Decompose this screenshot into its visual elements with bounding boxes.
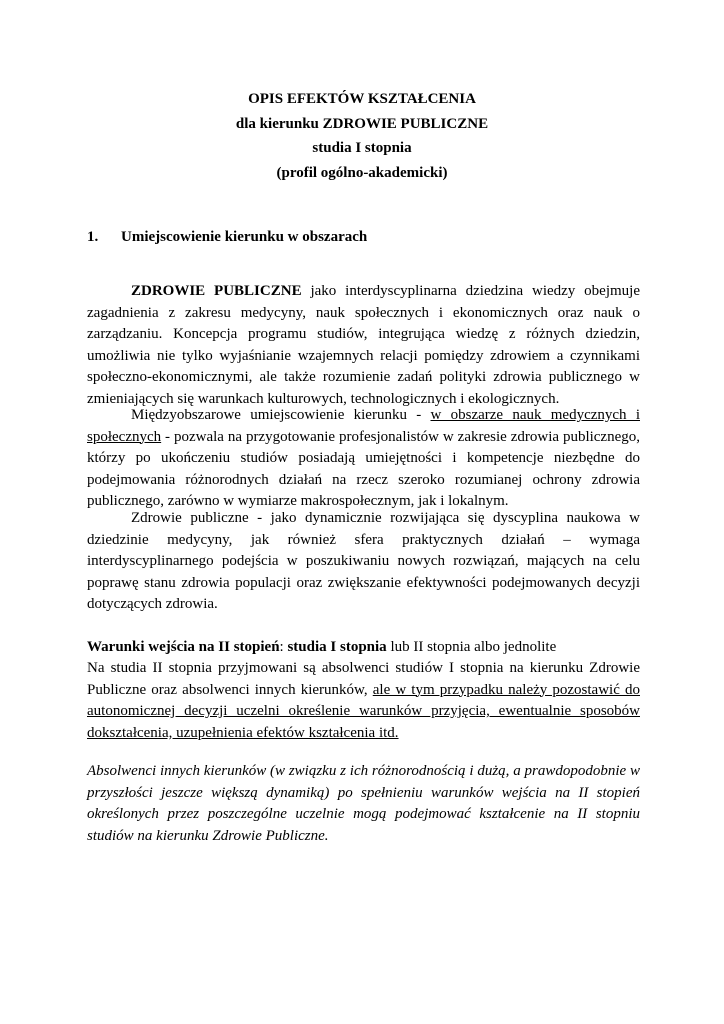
paragraph-3-text: Zdrowie publiczne - jako dynamicznie rozwijająca się dyscyplina naukowa w dziedzinie medycyny, jak również sfera praktycznych działań – wymaga interdyscyplinarnego podejścia w poszukiwaniu nowych rozwiązań, mających na celu poprawę stanu zdrowia populacji oraz zwiększanie efektywności podejmowanych decyzji dotyczących zdrowia. [87, 510, 640, 613]
paragraph-1 [87, 281, 640, 411]
entry-conditions-label: Warunki wejścia na II stopień [87, 639, 280, 655]
paragraph-3 [87, 508, 640, 616]
entry-conditions-line [87, 637, 640, 659]
title-line-3: studia I stopnia [312, 140, 412, 156]
section-number: 1. [87, 229, 99, 245]
entry-conditions-rest: lub II stopnia albo jednolite [386, 639, 557, 655]
paragraph-6-italic [87, 761, 640, 847]
document-title [0, 87, 724, 185]
paragraph-6-text: Absolwenci innych kierunków (w związku z ich różnorodnością i dużą, a prawdopodobnie w przyszłości jeszcze większą dynamiką) po spełnieniu warunków wejścia na II stopień określonych przez poszczególne uczelnie mogą podejmować kształcenie na II stopniu studiów na kierunku Zdrowie Publiczne. [87, 763, 640, 844]
paragraph-1-text: jako interdyscyplinarna dziedzina wiedzy obejmuje zagadnienia z zakresu medycyny, nauk społecznych i ekonomicznych oraz nauk o zarządzaniu. Koncepcja programu studiów, integrująca wiedzę z różnych dziedzin, umożliwia nie tylko wyjaśnianie wzajemnych relacji pomiędzy zdrowiem a czynnikami społeczno-ekonomicznymi, ale także rozumienie zadań polityki zdrowia publicznego w zmieniających się warunkach kulturowych, technologicznych i ekologicznych. [87, 283, 640, 407]
paragraph-5-underlined: ale w tym przypadku należy pozostawić do autonomicznej decyzji uczelni określenie warunków przyjęcia, ewentualnie sposobów dokształcenia, uzupełnienia efektów kształcenia itd. [87, 681, 640, 741]
paragraph-5 [87, 658, 640, 744]
paragraph-2-after: - pozwala na przygotowanie profesjonalistów w zakresie zdrowia publicznego, którzy po ukończeniu studiów posiadają umiejętności i kompetencje niezbędne do podejmowania różnorodnych działań na rzecz szeroko rozumianej ochrony zdrowia publicznego, zarówno w wymiarze makrospołecznym, jak i lokalnym. [87, 428, 640, 510]
entry-conditions-colon: : [279, 639, 288, 655]
paragraph-1-bold: ZDROWIE PUBLICZNE [131, 283, 302, 299]
paragraph-5-before: Na studia II stopnia przyjmowani są absolwenci studiów I stopnia na kierunku Zdrowie Publiczne oraz absolwenci innych kierunków, [87, 660, 640, 698]
paragraph-2-before: Międzyobszarowe umiejscowienie kierunku - [131, 407, 431, 423]
title-line-4: (profil ogólno-akademicki) [276, 164, 448, 181]
title-line-2: dla kierunku ZDROWIE PUBLICZNE [235, 115, 489, 132]
paragraph-2 [87, 405, 640, 513]
section-heading-text: Umiejscowienie kierunku w obszarach [121, 229, 368, 245]
section-1-heading [87, 229, 367, 246]
paragraph-2-underlined: w obszarze nauk medycznych i społecznych [87, 407, 640, 445]
title-line-1: OPIS EFEKTÓW KSZTAŁCENIA [248, 91, 476, 107]
entry-conditions-level: studia I stopnia [287, 639, 387, 655]
